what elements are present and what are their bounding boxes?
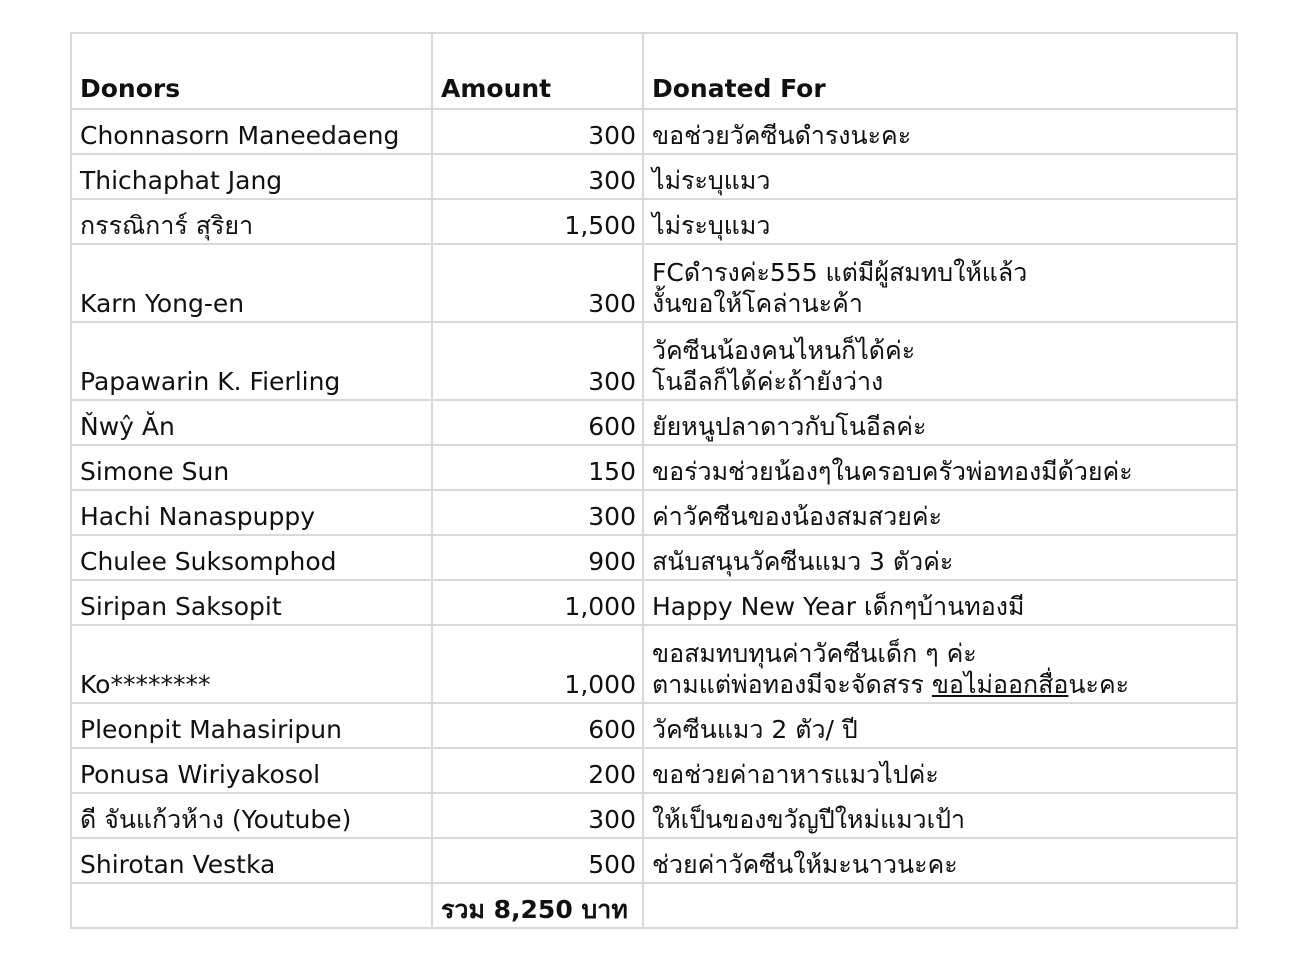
header-row xyxy=(71,33,1237,109)
donation-amount: 900 xyxy=(432,535,643,580)
donation-amount: 600 xyxy=(432,703,643,748)
donor-name: Chulee Suksomphod xyxy=(71,535,432,580)
donation-amount: 300 xyxy=(432,154,643,199)
table-row xyxy=(71,154,1237,199)
note-line: ไม่ระบุแมว xyxy=(652,211,771,240)
note-line: โนอีลก็ได้ค่ะถ้ายังว่าง xyxy=(652,367,884,396)
donor-name: Pleonpit Mahasiripun xyxy=(71,703,432,748)
donation-amount: 150 xyxy=(432,445,643,490)
header-amount: Amount xyxy=(432,33,643,109)
donation-note xyxy=(643,322,1237,400)
note-line: ไม่ระบุแมว xyxy=(652,166,771,195)
donor-name: Siripan Saksopit xyxy=(71,580,432,625)
donor-name: Ponusa Wiriyakosol xyxy=(71,748,432,793)
note-line: ช่วยค่าวัคซีนให้มะนาวนะคะ xyxy=(652,850,958,879)
total-row xyxy=(71,883,1237,928)
note-line xyxy=(652,669,1230,700)
total-amount: รวม 8,250 บาท xyxy=(432,883,643,928)
donor-name: Karn Yong-en xyxy=(71,244,432,322)
donor-name: Chonnasorn Maneedaeng xyxy=(71,109,432,154)
donation-note xyxy=(643,580,1237,625)
donor-name: Ko******** xyxy=(71,625,432,703)
donation-note xyxy=(643,625,1237,703)
donation-amount: 600 xyxy=(432,400,643,445)
note-text: นะคะ xyxy=(1068,670,1130,699)
donor-name: Ňwŷ Ăn xyxy=(71,400,432,445)
donor-name: Simone Sun xyxy=(71,445,432,490)
empty-cell xyxy=(71,883,432,928)
donation-note xyxy=(643,199,1237,244)
donor-name: Papawarin K. Fierling xyxy=(71,322,432,400)
note-line: วัคซีนน้องคนไหนก็ได้ค่ะ xyxy=(652,336,916,365)
donation-note xyxy=(643,244,1237,322)
note-line: FCดำรงค่ะ555 แต่มีผู้สมทบให้แล้ว xyxy=(652,258,1028,287)
table-row xyxy=(71,400,1237,445)
donation-amount: 1,500 xyxy=(432,199,643,244)
note-line: ยัยหนูปลาดาวกับโนอีลค่ะ xyxy=(652,412,927,441)
note-line: ค่าวัคซีนของน้องสมสวยค่ะ xyxy=(652,502,943,531)
donation-note xyxy=(643,445,1237,490)
donor-name: Hachi Nanaspuppy xyxy=(71,490,432,535)
table-row xyxy=(71,580,1237,625)
header-donors: Donors xyxy=(71,33,432,109)
table-row xyxy=(71,445,1237,490)
donation-note xyxy=(643,400,1237,445)
table-row xyxy=(71,748,1237,793)
donor-name: Thichaphat Jang xyxy=(71,154,432,199)
table-row xyxy=(71,109,1237,154)
donation-note xyxy=(643,703,1237,748)
table-row xyxy=(71,244,1237,322)
donation-amount: 300 xyxy=(432,490,643,535)
donation-note xyxy=(643,748,1237,793)
note-line: ขอร่วมช่วยน้องๆในครอบครัวพ่อทองมีด้วยค่ะ xyxy=(652,457,1133,486)
note-line: วัคซีนแมว 2 ตัว/ ปี xyxy=(652,715,858,744)
donation-amount: 300 xyxy=(432,109,643,154)
note-line: ให้เป็นของขวัญปีใหม่แมวเป้า xyxy=(652,805,966,834)
donation-note xyxy=(643,109,1237,154)
note-line: สนับสนุนวัคซีนแมว 3 ตัวค่ะ xyxy=(652,547,954,576)
donation-table xyxy=(70,32,1238,929)
donation-amount: 300 xyxy=(432,322,643,400)
donor-name: กรรณิการ์ สุริยา xyxy=(71,199,432,244)
table-row xyxy=(71,625,1237,703)
header-donated-for: Donated For xyxy=(643,33,1237,109)
donor-name: Shirotan Vestka xyxy=(71,838,432,883)
note-line: งั้นขอให้โคล่านะค้า xyxy=(652,289,863,318)
donation-note xyxy=(643,838,1237,883)
note-line: ขอช่วยค่าอาหารแมวไปค่ะ xyxy=(652,760,939,789)
table-row xyxy=(71,838,1237,883)
donation-amount: 1,000 xyxy=(432,580,643,625)
donation-amount: 500 xyxy=(432,838,643,883)
table-row xyxy=(71,703,1237,748)
donation-amount: 300 xyxy=(432,793,643,838)
table-row xyxy=(71,490,1237,535)
note-line: Happy New Year เด็กๆบ้านทองมี xyxy=(652,592,1025,621)
donation-amount: 200 xyxy=(432,748,643,793)
table-row xyxy=(71,535,1237,580)
note-line: ขอสมทบทุนค่าวัคซีนเด็ก ๆ ค่ะ xyxy=(652,639,977,668)
donation-note xyxy=(643,535,1237,580)
donation-note xyxy=(643,793,1237,838)
note-line: ขอช่วยวัคซีนดำรงนะคะ xyxy=(652,121,912,150)
table-row xyxy=(71,322,1237,400)
note-underlined-text: ขอไม่ออกสื่อ xyxy=(931,670,1069,699)
donation-amount: 300 xyxy=(432,244,643,322)
table-row xyxy=(71,199,1237,244)
donor-name: ดี จันแก้วห้าง (Youtube) xyxy=(71,793,432,838)
donation-note xyxy=(643,154,1237,199)
donation-amount: 1,000 xyxy=(432,625,643,703)
note-text: ตามแต่พ่อทองมีจะจัดสรร xyxy=(652,670,932,699)
table-row xyxy=(71,793,1237,838)
empty-cell xyxy=(643,883,1237,928)
donation-note xyxy=(643,490,1237,535)
